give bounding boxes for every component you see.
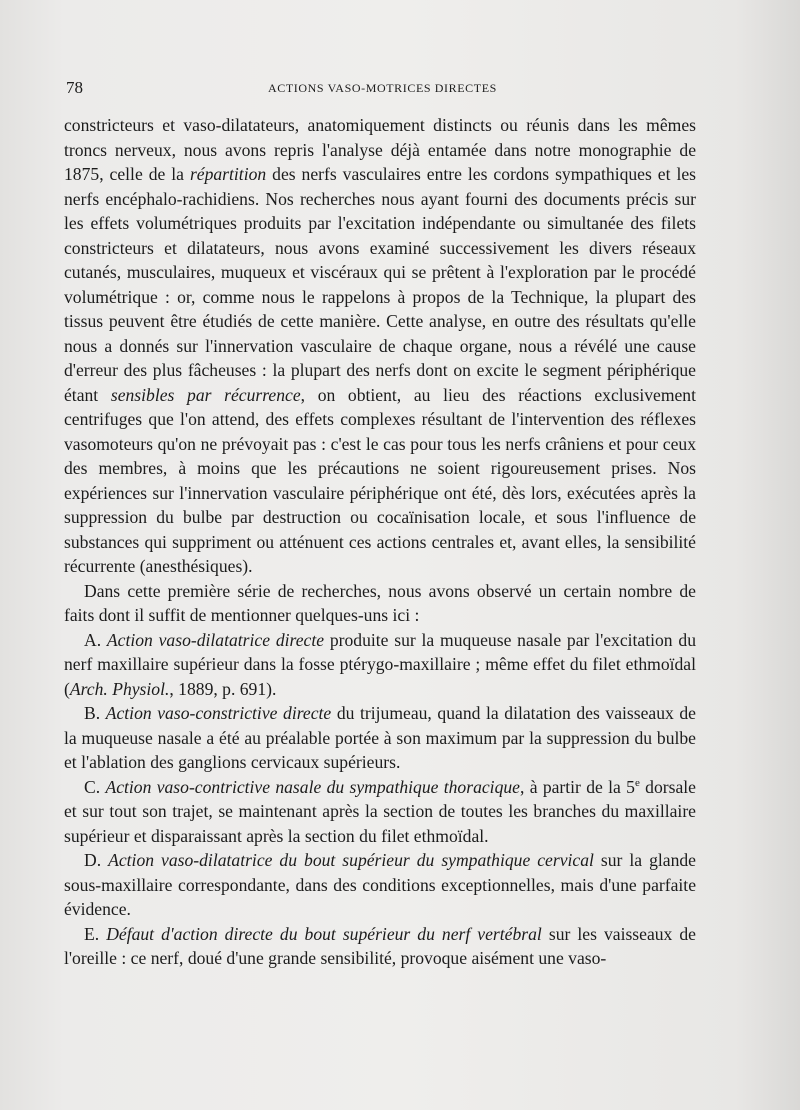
superscript: e (634, 776, 640, 789)
page-number: 78 (66, 78, 83, 97)
paragraph-item-d (64, 848, 696, 922)
italic-citation: Arch. Physiol. (69, 678, 170, 699)
text-run: constricteurs et vaso-dilatateurs, anatomiquement distincts ou réunis dans les mêmes troncs nerveux, nous avons repris l'analyse déjà entamée dans notre monographie de 1875, celle de la (64, 115, 696, 184)
item-letter: A. (84, 629, 107, 650)
italic-term: Action vaso-constrictive directe (105, 703, 332, 723)
paragraph-intro (64, 113, 696, 579)
italic-term: répartition (189, 164, 267, 184)
text-run: , à partir de la 5 (519, 776, 635, 797)
italic-term: Action vaso-dilatatrice directe (106, 629, 325, 650)
text-run: produite sur la muqueuse nasale par l'excitation du nerf maxillaire supérieur dans la fosse ptérygo-maxillaire ; même effet du filet ethmoïdal ( (64, 629, 696, 699)
paragraph-series (64, 579, 696, 628)
text-run: Dans cette première série de recherches, nous avons observé un certain nombre de faits dont il suffit de mentionner quelques-uns ici : (64, 580, 696, 625)
text-run: sur la glande sous-maxillaire correspondante, dans des conditions exceptionnelles, mais d'une parfaite évidence. (64, 850, 696, 919)
italic-term: Défaut d'action directe du bout supérieur du nerf vertébral (106, 923, 542, 944)
text-run: dorsale et sur tout son trajet, se maintenant après la section de toutes les branches du maxillaire supérieur et disparaissant après la section du filet ethmoïdal. (64, 776, 696, 846)
text-run: du trijumeau, quand la dilatation des vaisseaux de la muqueuse nasale a été au préalable portée à son maximum par la suppression du bulbe et l'ablation des ganglions cervicaux supérieurs. (64, 703, 696, 772)
paragraph-item-e (64, 922, 696, 971)
text-run: , on obtient, au lieu des réactions exclusivement centrifuges que l'on attend, des effets complexes résultant de l'intervention des réflexes vasomoteurs qu'on ne prévoyait pas : c'est le cas pour tous les nerfs crâniens et pour ceux des membres, à moins que les précautions ne soient rigoureusement prises. Nos expériences sur l'innervation vasculaire périphérique ont été, dès lors, exécutées après la suppression du bulbe par destruction ou cocaïnisation locale, et sous l'influence de substances qui suppriment ou atténuent ces actions centrales et, avant elles, la sensibilité récurrente (anesthésiques). (64, 384, 696, 576)
paragraph-item-c (64, 775, 696, 849)
paragraph-item-a (64, 628, 696, 702)
paragraph-item-b (64, 701, 696, 775)
item-letter: B. (84, 703, 106, 723)
item-letter: E. (84, 923, 107, 944)
page-header (66, 78, 706, 100)
item-letter: C. (84, 776, 106, 797)
item-letter: D. (84, 850, 109, 870)
body-text (64, 113, 696, 971)
running-title: ACTIONS VASO-MOTRICES DIRECTES (268, 81, 497, 95)
italic-term: Action vaso-contrictive nasale du sympathique thoracique (105, 776, 520, 797)
text-run: des nerfs vasculaires entre les cordons sympathiques et les nerfs encéphalo-rachidiens. Nos recherches nous ayant fourni des documents précis sur les effets volumétriques produits par l'excitation indépendante ou simultanée des filets constricteurs et dilatateurs, nous avons examiné successivement les divers réseaux cutanés, musculaires, muqueux et viscéraux qui se prêtent à l'exploration par le procédé volumétrique : or, comme nous le rappelons à propos de la Technique, la plupart des tissus peuvent être étudiés de cette manière. Cette analyse, en outre des résultats qu'elle nous a donnés sur l'innervation vasculaire de chaque organe, nous a révélé une cause d'erreur des plus fâcheuses : la plupart des nerfs dont on excite le segment périphérique étant (64, 164, 697, 405)
italic-term: Action vaso-dilatatrice du bout supérieur du sympathique cervical (108, 850, 594, 870)
text-run: sur les vaisseaux de l'oreille : ce nerf, doué d'une grande sensibilité, provoque aisément une vaso- (64, 923, 696, 968)
italic-term: sensibles par récurrence (110, 384, 301, 405)
text-run: , 1889, p. 691). (169, 678, 277, 699)
